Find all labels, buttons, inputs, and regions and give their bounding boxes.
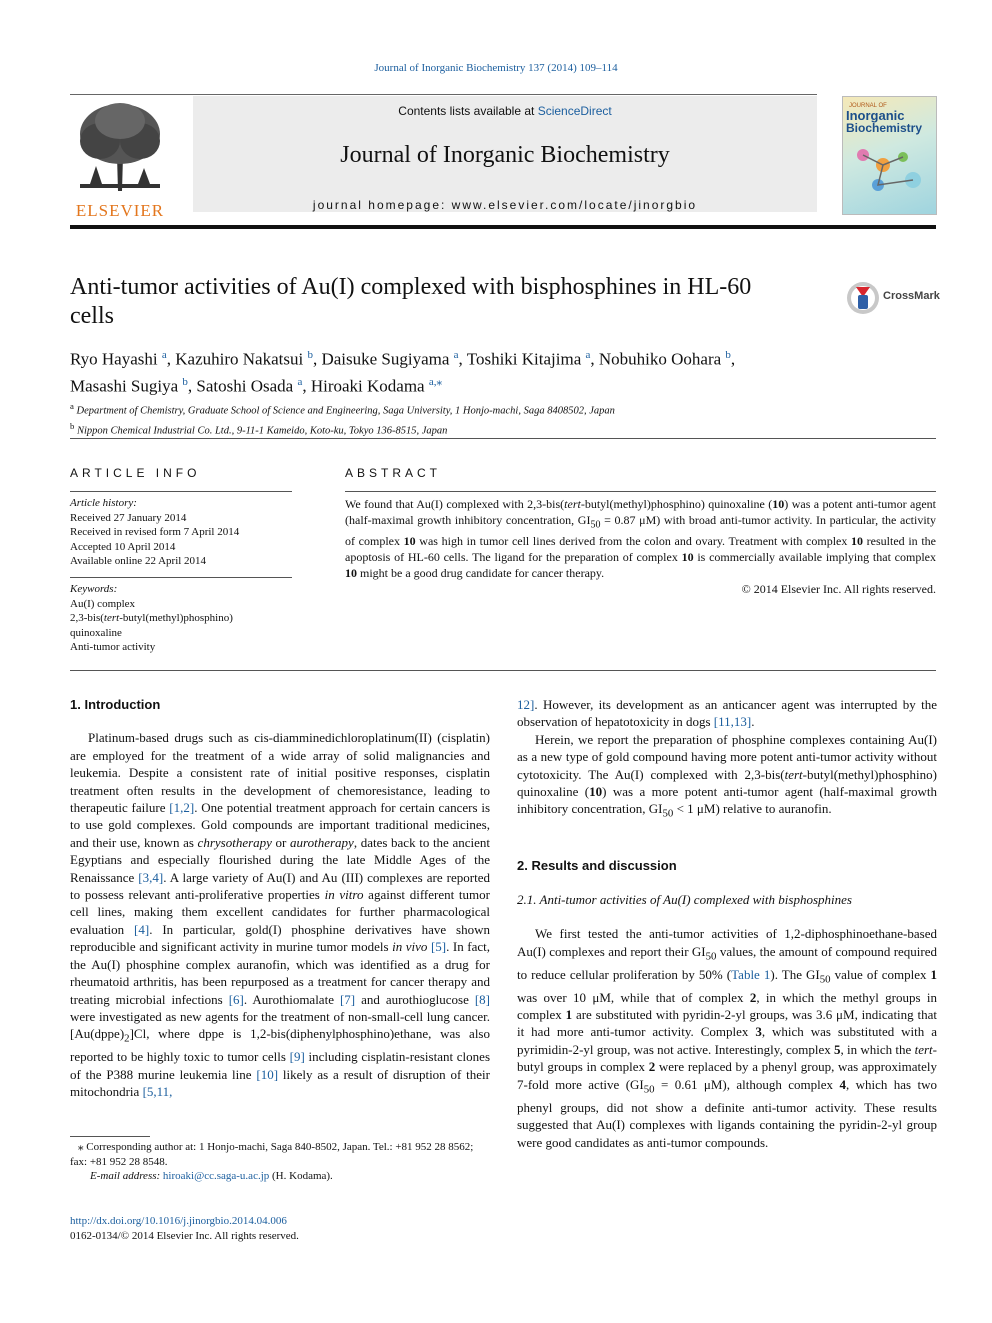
author-affiliation-mark[interactable]: a (585, 349, 591, 361)
revised-date: Received in revised form 7 April 2014 (70, 526, 240, 538)
keyword: Anti-tumor activity (70, 641, 156, 653)
reference-link[interactable]: 12] (517, 697, 535, 712)
author-name: Masashi Sugiya (70, 376, 179, 396)
compound-number: 10 (589, 784, 603, 800)
doi-link[interactable]: http://dx.doi.org/10.1016/j.jinorgbio.2014.04.006 (70, 1215, 287, 1227)
footnote-text: Corresponding author at: 1 Honjo-machi, Saga 840-8502, Japan. Tel.: +81 952 28 8562; fax: +81 952 28 8548. (70, 1141, 474, 1168)
journal-name[interactable]: Journal of Inorganic Biochemistry (340, 142, 670, 168)
body-text: was over 10 μM, while that of complex (517, 989, 750, 1005)
reference-link[interactable]: [5,11, (142, 1084, 173, 1100)
divider (70, 670, 936, 671)
subscript: 2 (124, 1032, 130, 1045)
author-affiliation-mark[interactable]: a,⁎ (428, 375, 442, 388)
author-name: Toshiki Kitajima (466, 349, 582, 369)
author-affiliation-mark[interactable]: b (725, 349, 731, 361)
compound-number: 3 (755, 1024, 762, 1040)
author-list: Ryo Hayashi $^a$, Kazuhiro Nakatsui $^b$, Daisuke Sugiyama $^a$, Toshiki Kitajima $^a$, Nobuhiko Oohara $^b$, Masashi Sugiya $^b$, Satoshi Osada $^a$, Hiroaki Kodama $^{a,⁎}$ (70, 349, 736, 396)
accepted-date: Accepted 10 April 2014 (70, 540, 176, 553)
reference-link[interactable]: [6] (228, 991, 244, 1007)
italic-term: tert (784, 766, 803, 782)
compound-number: 4 (839, 1076, 846, 1092)
affiliations (70, 399, 930, 438)
compound-number: 10 (403, 534, 416, 549)
cover-title-line2: Inorganic (846, 108, 905, 123)
cover-title-line3: Biochemistry (846, 121, 923, 135)
elsevier-tree-icon (70, 96, 170, 194)
abstract-text: resulted in the apoptosis of HL-60 cells. The ligand for the preparation of complex (345, 534, 936, 565)
author-name: Kazuhiro Nakatsui (175, 349, 304, 369)
intro-paragraph-continued (517, 696, 937, 731)
body-text: were replaced by a phenyl group, was approximately 7-fold more active (GI (517, 1059, 937, 1092)
body-text: . A large variety of Au(I) and Au (III) complexes are reported to possess relevant anti-proliferative properties (70, 869, 490, 903)
affiliation-b (70, 419, 930, 439)
keyword-part: -butyl(methyl)phosphino) (119, 612, 233, 624)
compound-number: 2 (648, 1059, 656, 1075)
journal-cover[interactable] (842, 96, 937, 215)
author-affiliation-mark[interactable]: b (182, 375, 188, 388)
compound-number: 10 (772, 497, 785, 511)
author-name: Ryo Hayashi (70, 349, 158, 369)
author-name: Hiroaki Kodama (310, 376, 425, 396)
contents-prefix: Contents lists available at (398, 104, 538, 118)
keyword-italic: tert (103, 612, 120, 624)
author-name: Daisuke Sugiyama (321, 349, 450, 369)
body-text: , which has two phenyl groups, did not show a definite anti-tumor activity. These results suggested that Au(I) complexes with ligands containing the pyridin-2-yl group were good candidates as anti-tumor compounds. (517, 1076, 938, 1150)
compound-number: 10 (345, 566, 357, 581)
section-heading-results: 2. Results and discussion (517, 858, 677, 874)
subscript: 50 (590, 519, 601, 531)
divider (345, 491, 936, 492)
body-text: -butyl groups in complex (517, 1041, 937, 1075)
email-link[interactable]: hiroaki@cc.saga-u.ac.jp (162, 1170, 270, 1182)
reference-link[interactable]: [11,13] (713, 714, 752, 730)
divider (70, 577, 292, 578)
keyword (70, 611, 292, 626)
crossmark-label: CrossMark (883, 290, 940, 302)
body-text: . However, its development as an anticancer agent was interrupted by the observation of hepatotoxicity in dogs (517, 697, 937, 730)
doi-block (70, 1214, 490, 1243)
compound-number: 10 (851, 534, 864, 549)
footnotes (70, 1140, 490, 1184)
body-text: ) was a more potent anti-tumor agent (half-maximal growth inhibitory concentration, GI (517, 784, 937, 817)
body-text: . Aurothiomalate (243, 991, 340, 1007)
reference-link[interactable]: [9] (289, 1049, 305, 1065)
body-text: , in which the methyl groups in complex (517, 989, 937, 1023)
subscript: 50 (705, 950, 717, 963)
author-name: Nobuhiko Oohara (598, 349, 722, 369)
contents-line (193, 104, 817, 118)
body-text: including cisplatin-resistant clones of the P388 murine leukemia line (70, 1049, 490, 1082)
elsevier-logo (70, 96, 170, 220)
email-note (70, 1169, 490, 1184)
author-name: Satoshi Osada (196, 376, 294, 396)
author-affiliation-mark[interactable]: a (453, 349, 459, 361)
affiliation-text: Nippon Chemical Industrial Co. Ltd., 9-11-1 Kameido, Koto-ku, Tokyo 136-8515, Japan (77, 425, 448, 436)
abstract-text: is commercially available implying that complex (693, 550, 936, 565)
compound-number: 1 (565, 1007, 573, 1023)
body-text: ]Cl, where dppe is 1,2-bis(diphenylphosphino)ethane, was also reported to be highly toxic to tumor cells (70, 1026, 490, 1065)
issn-line: 0162-0134/© 2014 Elsevier Inc. All rights reserved. (70, 1229, 299, 1242)
abstract-text: ) was a potent anti-tumor agent (half-maximal growth inhibitory concentration, GI (345, 497, 936, 527)
abstract-body (345, 496, 936, 597)
compound-number: 2 (749, 989, 757, 1005)
author-affiliation-mark[interactable]: a (161, 349, 167, 361)
body-text: . In particular, gold(I) phosphine derivatives have shown reproducible and significant activity in murine tumor models (70, 921, 490, 955)
header-top-rule (70, 94, 817, 95)
body-text: . (751, 714, 755, 730)
affiliation-a (70, 399, 930, 419)
author-affiliation-mark[interactable]: a (297, 375, 303, 388)
history-label: Article history: (70, 497, 137, 509)
online-date: Available online 22 April 2014 (70, 555, 207, 567)
abstract-heading: ABSTRACT (345, 466, 442, 480)
body-text: against different tumor cell lines, making them excellent candidates for further pharmacological evaluation (70, 887, 490, 937)
affiliation-mark: a (70, 401, 74, 411)
divider (70, 491, 292, 492)
crossmark-icon (846, 281, 880, 315)
abstract-text: We found that Au(I) complexed with 2,3-bis( (345, 497, 565, 511)
table-link[interactable]: Table 1 (731, 966, 771, 982)
subsection-heading: 2.1. Anti-tumor activities of Au(I) complexed with bisphosphines (517, 891, 852, 907)
results-paragraph (517, 925, 937, 1151)
header-thick-rule (70, 225, 936, 229)
body-text: values, the amount of compound required to reduce cellular proliferation by 50% ( (517, 943, 937, 982)
reference-link[interactable]: [4] (134, 921, 150, 937)
right-column (517, 696, 937, 1151)
article-title: Anti-tumor activities of Au(I) complexed with bisphosphines in HL-60 cells (70, 274, 752, 329)
italic-term: aurotherapy (290, 834, 354, 850)
crossmark-badge[interactable] (846, 281, 938, 315)
affiliation-mark: b (70, 420, 75, 431)
body-text: = 0.61 μM), although complex (654, 1076, 840, 1092)
italic-term: in vivo (392, 939, 428, 955)
body-text: were investigated as new agents for the treatment of non-small-cell lung cancer. [Au(dppe) (70, 1008, 490, 1042)
abstract-text: -butyl(methyl)phosphino) quinoxaline ( (580, 497, 773, 511)
reference-link[interactable]: [3,4] (138, 869, 164, 885)
body-text: Platinum-based drugs such as cis-diamminedichloroplatinum(II) (cisplatin) are employed for the treatment of a wide array of solid malignancies and leukemia. Despite a consistent rate of initial positive responses, cisplatin treatment often results in the development of chemoresistance, leading to therapeutic failure (70, 730, 490, 816)
body-text: We first tested the anti-tumor activities of 1,2-diphosphinoethane-based Au(I) complexes and report their GI (517, 926, 937, 959)
keywords-label: Keywords: (70, 583, 118, 595)
compound-number: 1 (930, 966, 938, 982)
subscript: 50 (662, 808, 674, 821)
affiliation-text: Department of Chemistry, Graduate School of Science and Engineering, Saga University, 1 Honjo-machi, Saga 8408502, Japan (76, 405, 615, 417)
body-text: value of complex (830, 966, 931, 982)
body-text: -butyl(methyl)phosphino) quinoxaline ( (517, 766, 937, 800)
copyright: © 2014 Elsevier Inc. All rights reserved. (741, 582, 936, 597)
keyword: Au(I) complex (70, 597, 136, 610)
reference-link[interactable]: [5] (430, 939, 447, 955)
italic-term: tert (914, 1041, 933, 1057)
compound-number: 5 (834, 1041, 841, 1057)
reference-link[interactable]: [10] (256, 1066, 279, 1082)
body-text: < 1 μM) relative to auranofin. (673, 801, 832, 817)
cover-molecule-image (843, 135, 936, 215)
sciencedirect-link[interactable]: ScienceDirect (537, 104, 612, 118)
italic-term: in vitro (324, 887, 364, 903)
elsevier-wordmark: ELSEVIER (75, 201, 165, 220)
body-text: Herein, we report the preparation of phosphine complexes containing Au(I) as a new type of gold compound having more potent anti-tumor activity without cytotoxicity. The Au(I) complexed with 2,3-bis( (517, 731, 937, 782)
subscript: 50 (819, 973, 831, 986)
email-label: E-mail address: (90, 1170, 163, 1182)
keyword-part: 2,3-bis( (70, 612, 104, 624)
divider (70, 438, 936, 439)
compound-number: 10 (681, 550, 694, 565)
abstract-text: was high in tumor cell lines derived from the colon and ovary. Treatment with complex (415, 534, 852, 549)
article-history (70, 496, 292, 569)
abstract-text: might be a good drug candidate for cancer therapy. (357, 566, 605, 581)
italic-term: chrysotherapy (197, 834, 272, 850)
body-text: likely as a result of disruption of their mitochondria (70, 1066, 490, 1100)
body-text: . In fact, the Au(I) phosphine complex auranofin, which was identified as a drug for rheumatoid arthritis, has been repurposed as a treatment for cancer therapy and treating microbial infections (70, 939, 490, 1007)
body-text: , which was substituted with a pyrimidin-2-yl group, was not active. Interestingly, complex (517, 1024, 937, 1057)
footnote-mark: ⁎ (78, 1141, 84, 1153)
keywords (70, 582, 292, 655)
reference-link[interactable]: [8] (474, 991, 490, 1007)
abstract-italic: tert (564, 497, 581, 511)
body-text: ). The GI (770, 966, 820, 982)
body-text: or (271, 834, 291, 850)
body-text: , dates back to the ancient Egyptians and especially flourished during the late Middle Ages of the Renaissance (70, 834, 490, 885)
left-column (70, 696, 490, 1101)
journal-header (193, 96, 817, 212)
corresponding-author-note (70, 1140, 490, 1169)
body-text: and aurothioglucose (355, 991, 475, 1007)
section-heading-introduction: 1. Introduction (70, 697, 161, 712)
footnote-text: (H. Kodama). (269, 1170, 333, 1182)
reference-link[interactable]: [1,2] (169, 800, 195, 816)
body-text: are substituted with pyridin-2-yl groups, was 3.6 μM, indicating that it had more anti-tumor activity. Complex (517, 1007, 937, 1040)
reference-link[interactable]: [7] (339, 991, 356, 1007)
article-info-heading: ARTICLE INFO (70, 466, 201, 480)
subscript: 50 (643, 1083, 655, 1096)
journal-homepage[interactable]: journal homepage: www.elsevier.com/locate/jinorgbio (312, 198, 698, 212)
footnote-rule (70, 1136, 150, 1137)
journal-citation[interactable]: Journal of Inorganic Biochemistry 137 (2014) 109–114 (374, 62, 618, 74)
body-text: , in which the (840, 1041, 915, 1057)
author-affiliation-mark[interactable]: b (307, 349, 313, 361)
body-text: . One potential treatment approach for certain cancers is to use gold complexes. Gold compounds are important traditional medicines, and their use, known as (70, 800, 490, 850)
received-date: Received 27 January 2014 (70, 511, 187, 524)
cover-title-small: JOURNAL OF (849, 103, 887, 109)
abstract-text: = 0.87 μM) with broad anti-tumor activity. In particular, the activity of complex (345, 513, 936, 549)
keyword: quinoxaline (70, 626, 122, 639)
intro-paragraph-2 (517, 731, 937, 824)
intro-paragraph (70, 729, 490, 1100)
